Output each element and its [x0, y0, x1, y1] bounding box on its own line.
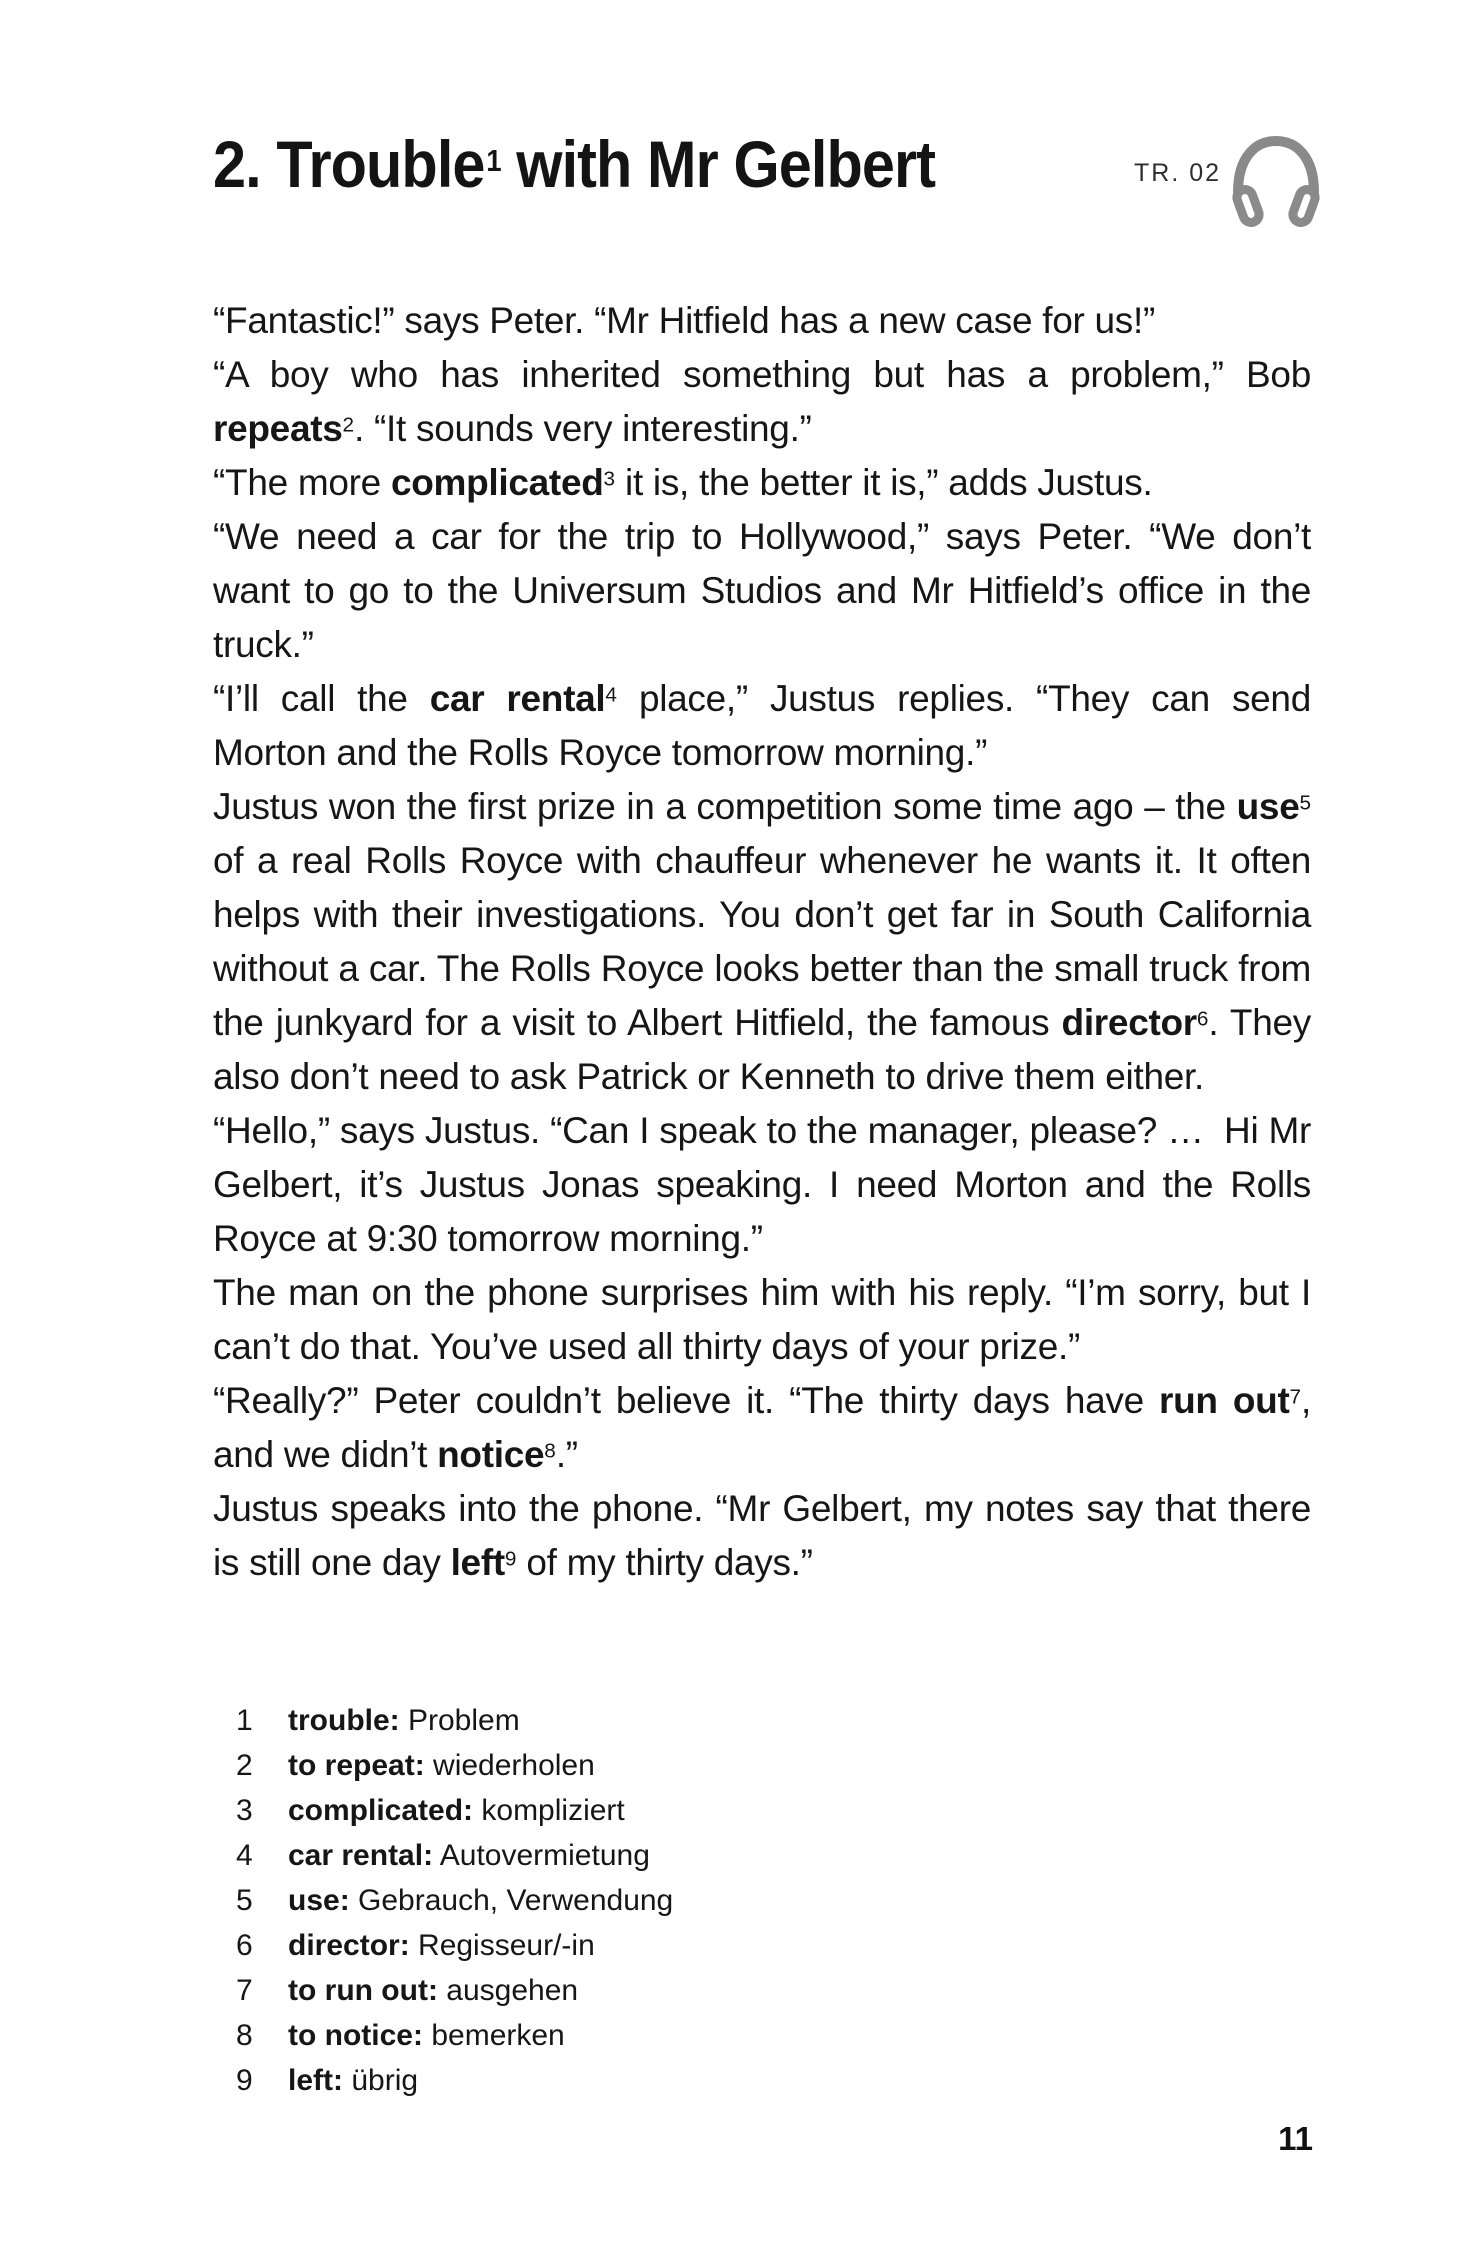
- chapter-title-footnote-ref: 1: [486, 145, 501, 179]
- footnote-number: 6: [236, 1929, 253, 1962]
- footnote-ref: 9: [504, 1547, 517, 1571]
- footnote-term: left:: [288, 2064, 343, 2097]
- footnote-definition: Regisseur/-in: [409, 1929, 595, 1962]
- footnote-number: 9: [236, 2064, 253, 2097]
- vocab-term: notice: [437, 1434, 545, 1475]
- story-run: The man on the phone surprises him with his reply. “I’m sorry, but I can’t do that. You’ve used all thirty days of your prize.”: [213, 1272, 1311, 1367]
- vocab-term: use: [1236, 786, 1300, 827]
- story-paragraph: [213, 1374, 1311, 1482]
- footnote-term: car rental:: [288, 1839, 434, 1872]
- story-run: “Really?” Peter couldn’t believe it. “The thirty days have: [213, 1380, 1160, 1421]
- story-run: “Hello,” says Justus. “Can I speak to the manager, please? … Hi Mr Gelbert, it’s Justus Jonas speaking. I need Morton and the Rolls Royce at 9:30 tomorrow morning.”: [213, 1110, 1311, 1259]
- footnote-item: [236, 2058, 673, 2103]
- story-run: .”: [555, 1434, 578, 1475]
- story-run: of a real Rolls Royce with chauffeur whenever he wants it. It often helps with their investigations. You don’t get far in South California without a car. The Rolls Royce looks better than the small truck from the junkyard for a visit to Albert Hitfield, the famous: [213, 840, 1311, 1043]
- footnote-text: [288, 1788, 625, 1833]
- footnotes-list: [236, 1698, 673, 2103]
- footnote-term: use:: [288, 1884, 350, 1917]
- footnote-definition: übrig: [343, 2064, 419, 2097]
- page-number: 11: [1278, 2120, 1313, 2157]
- footnote-item: [236, 1968, 673, 2013]
- footnote-number: 1: [236, 1704, 253, 1737]
- story-run: place,” Justus replies. “They can send Morton and the Rolls Royce tomorrow morning.”: [213, 678, 1311, 773]
- footnote-ref: 2: [342, 413, 355, 437]
- footnote-number: 4: [236, 1839, 253, 1872]
- story-paragraph: [213, 672, 1311, 780]
- footnote-item: [236, 1833, 673, 1878]
- vocab-term: complicated: [390, 462, 604, 503]
- story-run: . They also don’t need to ask Patrick or Kenneth to drive them either.: [213, 1002, 1311, 1097]
- footnote-text: [288, 1923, 595, 1968]
- footnote-definition: Gebrauch, Verwendung: [349, 1884, 674, 1917]
- footnote-ref: 5: [1299, 791, 1311, 815]
- footnote-item: [236, 1698, 673, 1743]
- footnote-item: [236, 1923, 673, 1968]
- footnote-term: director:: [288, 1929, 410, 1962]
- chapter-title-text: 2. Trouble: [213, 127, 485, 201]
- footnote-item: [236, 1788, 673, 1833]
- story-paragraph: [213, 348, 1311, 456]
- footnote-text: [288, 1968, 578, 2013]
- story-run: “Fantastic!” says Peter. “Mr Hitfield has a new case for us!”: [213, 300, 1155, 341]
- footnote-definition: wiederholen: [424, 1749, 595, 1782]
- chapter-title: [213, 127, 936, 201]
- story-run: Justus won the first prize in a competition some time ago – the: [213, 786, 1237, 827]
- footnote-definition: Problem: [399, 1704, 520, 1737]
- story-run: “The more: [213, 462, 391, 503]
- footnote-definition: Autovermietung: [433, 1839, 650, 1872]
- story-paragraph: [213, 294, 1311, 348]
- footnote-number: 7: [236, 1974, 253, 2007]
- story-run: it is, the better it is,” adds Justus.: [615, 462, 1153, 503]
- footnote-number: 8: [236, 2019, 253, 2052]
- footnote-item: [236, 1743, 673, 1788]
- story-run: Justus speaks into the phone. “Mr Gelbert, my notes say that there is still one day: [213, 1488, 1311, 1583]
- story-run: . “It sounds very interesting.”: [354, 408, 812, 449]
- footnote-text: [288, 1833, 650, 1878]
- footnote-ref: 4: [605, 683, 617, 707]
- footnote-term: trouble:: [288, 1704, 400, 1737]
- story-paragraph: [213, 780, 1311, 1104]
- story-run: “We need a car for the trip to Hollywood,” says Peter. “We don’t want to go to the Universum Studios and Mr Hitfield’s office in the truck.”: [213, 516, 1311, 665]
- story-paragraph: [213, 1104, 1311, 1266]
- story-paragraph: [213, 1266, 1311, 1374]
- vocab-term: run out: [1159, 1380, 1290, 1421]
- footnote-ref: 3: [603, 467, 616, 491]
- footnote-number: 3: [236, 1794, 253, 1827]
- story-run: of my thirty days.”: [516, 1542, 813, 1583]
- footnote-definition: bemerken: [423, 2019, 565, 2052]
- story-run: “I’ll call the: [213, 678, 430, 719]
- story-paragraph: [213, 510, 1311, 672]
- footnote-term: to run out:: [288, 1974, 438, 2007]
- footnote-text: [288, 1878, 673, 1923]
- vocab-term: left: [450, 1542, 505, 1583]
- footnote-term: to notice:: [288, 2019, 423, 2052]
- vocab-term: repeats: [213, 408, 343, 449]
- footnote-number: 2: [236, 1749, 253, 1782]
- footnote-text: [288, 2013, 565, 2058]
- vocab-term: director: [1061, 1002, 1197, 1043]
- story-paragraph: [213, 456, 1311, 510]
- footnote-term: to repeat:: [288, 1749, 425, 1782]
- footnote-ref: 7: [1289, 1385, 1302, 1409]
- footnote-ref: 6: [1196, 1007, 1209, 1031]
- audio-track-label: TR. 02: [1134, 159, 1222, 187]
- footnote-number: 5: [236, 1884, 253, 1917]
- footnote-text: [288, 1743, 595, 1788]
- chapter-title-rest: with Mr Gelbert: [500, 127, 936, 201]
- vocab-term: car rental: [429, 678, 606, 719]
- footnote-ref: 8: [544, 1439, 556, 1463]
- headphones-icon: [1224, 128, 1328, 232]
- footnote-term: complicated:: [288, 1794, 474, 1827]
- footnote-item: [236, 2013, 673, 2058]
- story-run: , and we didn’t: [213, 1380, 1312, 1475]
- footnote-definition: kompliziert: [473, 1794, 625, 1827]
- footnote-text: [288, 2058, 418, 2103]
- story-paragraph: [213, 1482, 1311, 1590]
- story-run: “A boy who has inherited something but has a problem,” Bob: [213, 354, 1311, 395]
- footnote-item: [236, 1878, 673, 1923]
- footnote-text: [288, 1698, 520, 1743]
- story-text: [213, 294, 1311, 1590]
- footnote-definition: ausgehen: [437, 1974, 579, 2007]
